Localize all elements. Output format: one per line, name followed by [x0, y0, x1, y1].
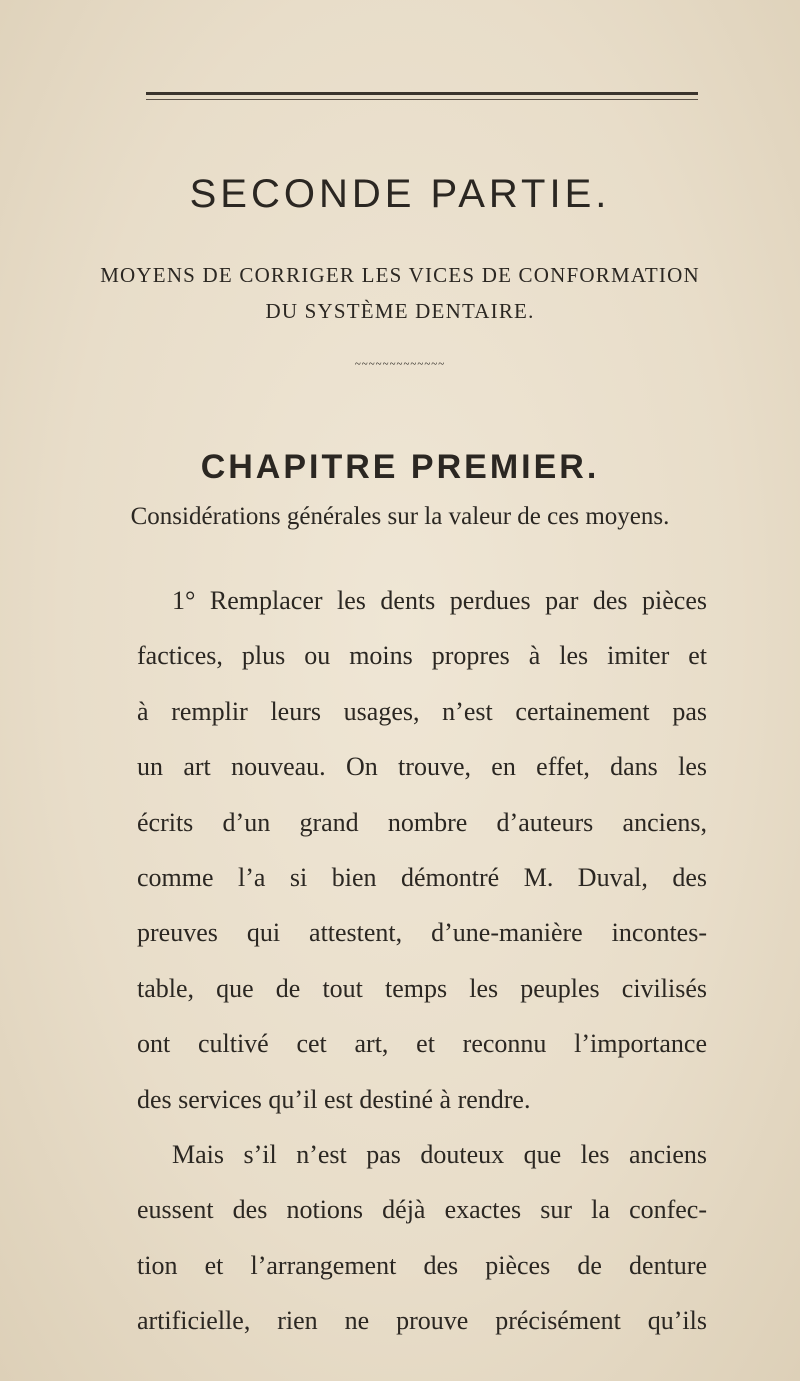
paragraph-1-line-8: table, que de tout temps les peuples civilisés	[137, 973, 707, 1003]
paragraph-2-line-4: artificielle, rien ne prouve précisément qu’ils	[137, 1306, 707, 1336]
subtitle-line-1: MOYENS DE CORRIGER LES VICES DE CONFORMATION	[100, 263, 700, 287]
header-rule-thin	[146, 99, 698, 100]
paragraph-1-line-5: écrits d’un grand nombre d’auteurs anciens,	[137, 807, 707, 837]
part-title: SECONDE PARTIE.	[189, 172, 611, 216]
ornament-divider: ~~~~~~~~~~~~~	[354, 358, 446, 370]
chapter-subtitle: Considérations générales sur la valeur de ces moyens.	[130, 503, 670, 530]
paragraph-1-line-1: 1° Remplacer les dents perdues par des pièces	[172, 586, 707, 615]
body-text	[137, 573, 707, 1348]
paragraph-1-line-6: comme l’a si bien démontré M. Duval, des	[137, 862, 707, 892]
paragraph-2-line-3: tion et l’arrangement des pièces de denture	[137, 1250, 707, 1280]
subtitle-line-2: DU SYSTÈME DENTAIRE.	[265, 299, 535, 323]
paragraph-1-line-4: un art nouveau. On trouve, en effet, dans les	[137, 752, 707, 782]
header-rule	[146, 92, 698, 95]
paragraph-1-line-2: factices, plus ou moins propres à les imiter et	[137, 641, 707, 671]
paragraph-1-line-10: des services qu’il est destiné à rendre.	[137, 1084, 531, 1114]
paragraph-2-line-1: Mais s’il n’est pas douteux que les anciens	[172, 1139, 707, 1169]
chapter-title: CHAPITRE PREMIER.	[200, 448, 600, 486]
paragraph-1-line-9: ont cultivé cet art, et reconnu l’importance	[137, 1029, 707, 1059]
paragraph-1-line-7: preuves qui attestent, d’une-manière incontes-	[137, 918, 707, 948]
paragraph-2-line-2: eussent des notions déjà exactes sur la confec-	[137, 1195, 707, 1225]
paragraph-1-line-3: à remplir leurs usages, n’est certainement pas	[137, 696, 707, 726]
part-subtitle	[0, 257, 800, 329]
